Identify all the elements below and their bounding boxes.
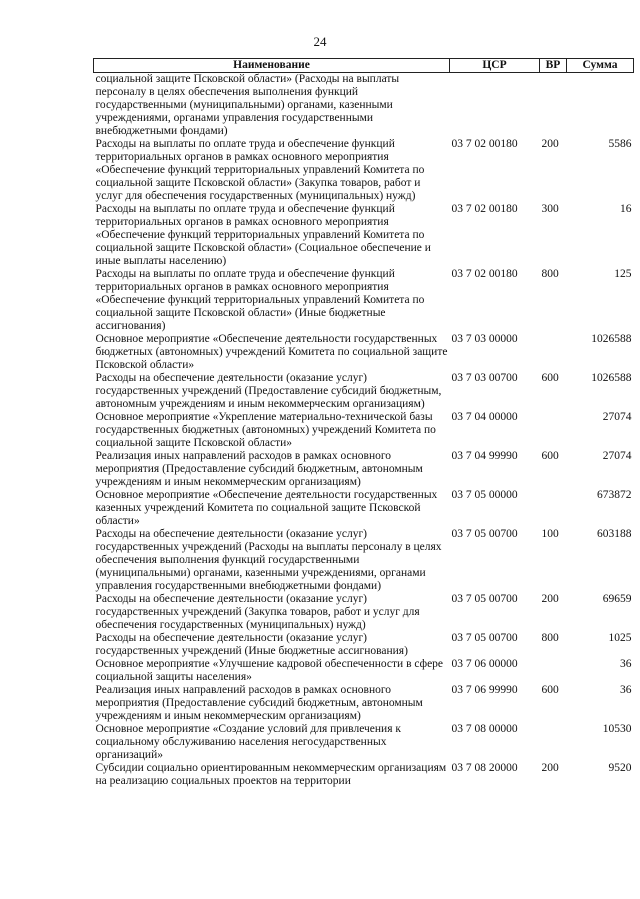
row-csr: 03 7 05 00000 xyxy=(451,489,518,501)
row-vr: 100 xyxy=(541,528,559,540)
row-sum: 36 xyxy=(620,658,632,670)
row-name: Субсидии социально ориентированным некоммерческим организациям на реализацию социальных проектов на территории xyxy=(95,762,447,787)
row-name: Основное мероприятие «Улучшение кадровой обеспеченности в сфере социальной защиты населения» xyxy=(95,658,444,683)
table-row xyxy=(94,203,634,268)
row-csr: 03 7 06 00000 xyxy=(451,658,518,670)
header-name: Наименование xyxy=(94,59,450,73)
row-csr: 03 7 02 00180 xyxy=(451,203,518,215)
row-vr: 200 xyxy=(541,762,559,774)
row-sum: 673872 xyxy=(597,489,632,501)
row-sum: 27074 xyxy=(602,411,632,423)
row-vr xyxy=(540,411,567,450)
header-csr: ЦСР xyxy=(450,59,540,73)
row-vr: 200 xyxy=(541,138,559,150)
table-row xyxy=(94,528,634,593)
row-name: Расходы на выплаты по оплате труда и обеспечение функций территориальных органов в рамках основного мероприятия «Обеспечение функций территориальных управлений Комитета по социальной защите Псковской области» (Закупка товаров, работ и услуг для обеспечения государственных (муниципальных) нужд) xyxy=(95,138,425,202)
row-vr xyxy=(540,489,567,528)
row-csr: 03 7 02 00180 xyxy=(451,268,518,280)
table-row xyxy=(94,723,634,762)
budget-table xyxy=(93,58,634,788)
row-name: Основное мероприятие «Обеспечение деятельности государственных бюджетных (автономных) учреждений Комитета по социальной защите Псковской области» xyxy=(95,333,448,371)
row-sum: 9520 xyxy=(608,762,632,774)
row-sum: 1025 xyxy=(608,632,632,644)
table-row xyxy=(94,333,634,372)
row-csr: 03 7 05 00700 xyxy=(451,632,518,644)
row-name: Основное мероприятие «Создание условий для привлечения к социальному обслуживанию населения негосударственных организаций» xyxy=(95,723,401,761)
table-row xyxy=(94,450,634,489)
row-vr: 800 xyxy=(541,268,559,280)
table-row xyxy=(94,138,634,203)
table-row xyxy=(94,372,634,411)
row-sum: 10530 xyxy=(602,723,632,735)
table-header-row xyxy=(94,59,634,73)
table-row xyxy=(94,73,634,139)
row-vr: 800 xyxy=(541,632,559,644)
row-name: Расходы на обеспечение деятельности (оказание услуг) государственных учреждений (Предоставление субсидий бюджетным, автономным учреждениям и иным некоммерческим организациям) xyxy=(95,372,442,410)
row-name: Расходы на обеспечение деятельности (оказание услуг) государственных учреждений (Закупка товаров, работ и услуг для обеспечения государственных (муниципальных) нужд) xyxy=(95,593,420,631)
row-sum: 16 xyxy=(620,203,632,215)
row-sum: 69659 xyxy=(602,593,632,605)
table-row xyxy=(94,762,634,788)
row-name: Основное мероприятие «Укрепление материально-технической базы государственных бюджетных (автономных) учреждений Комитета по социальной защите Псковской области» xyxy=(95,411,436,449)
row-vr xyxy=(540,73,567,139)
row-vr xyxy=(540,723,567,762)
row-sum: 36 xyxy=(620,684,632,696)
row-vr: 600 xyxy=(541,372,559,384)
row-name: Расходы на выплаты по оплате труда и обеспечение функций территориальных органов в рамках основного мероприятия «Обеспечение функций территориальных управлений Комитета по социальной защите Псковской области» (Иные бюджетные ассигнования) xyxy=(95,268,425,332)
table-row xyxy=(94,593,634,632)
row-name: Расходы на выплаты по оплате труда и обеспечение функций территориальных органов в рамках основного мероприятия «Обеспечение функций территориальных управлений Комитета по социальной защите Псковской области» (Социальное обеспечение и иные выплаты населению) xyxy=(95,203,431,267)
row-name: социальной защите Псковской области» (Расходы на выплаты персоналу в целях обеспечения выполнения функций государственными (муниципальными) органами, казенными учреждениями, органами управления государственными внебюджетными фондами) xyxy=(95,73,400,137)
table-row xyxy=(94,658,634,684)
table-row xyxy=(94,411,634,450)
row-sum: 1026588 xyxy=(591,333,632,345)
row-name: Основное мероприятие «Обеспечение деятельности государственных казенных учреждений Комитета по социальной защите Псковской области» xyxy=(95,489,438,527)
row-csr: 03 7 04 00000 xyxy=(451,411,518,423)
row-vr: 300 xyxy=(541,203,559,215)
row-name: Расходы на обеспечение деятельности (оказание услуг) государственных учреждений (Расходы на выплаты персоналу в целях обеспечения выполнения функций государственными (муниципальными) органами, казенными учреждениями, органами управления государственными внебюджетными фондами) xyxy=(95,528,442,592)
row-csr: 03 7 02 00180 xyxy=(451,138,518,150)
row-sum: 1026588 xyxy=(591,372,632,384)
row-vr: 600 xyxy=(541,450,559,462)
row-sum: 125 xyxy=(614,268,632,280)
row-csr: 03 7 08 20000 xyxy=(451,762,518,774)
row-vr xyxy=(540,333,567,372)
row-sum: 603188 xyxy=(597,528,632,540)
row-name: Реализация иных направлений расходов в рамках основного мероприятия (Предоставление субсидий бюджетным, автономным учреждениям и иным некоммерческим организациям) xyxy=(95,450,423,488)
row-csr xyxy=(450,73,540,139)
row-name: Реализация иных направлений расходов в рамках основного мероприятия (Предоставление субсидий бюджетным, автономным учреждениям и иным некоммерческим организациям) xyxy=(95,684,423,722)
row-csr: 03 7 05 00700 xyxy=(451,593,518,605)
table-row xyxy=(94,489,634,528)
table-row xyxy=(94,268,634,333)
table-row xyxy=(94,632,634,658)
row-csr: 03 7 03 00000 xyxy=(451,333,518,345)
page-number: 24 xyxy=(313,34,327,49)
header-vr: ВР xyxy=(540,59,567,73)
row-name: Расходы на обеспечение деятельности (оказание услуг) государственных учреждений (Иные бюджетные ассигнования) xyxy=(95,632,408,657)
row-csr: 03 7 03 00700 xyxy=(451,372,518,384)
row-sum: 27074 xyxy=(602,450,632,462)
row-vr xyxy=(540,658,567,684)
header-sum: Сумма xyxy=(567,59,634,73)
row-sum xyxy=(567,73,634,139)
row-csr: 03 7 05 00700 xyxy=(451,528,518,540)
row-csr: 03 7 08 00000 xyxy=(451,723,518,735)
row-vr: 600 xyxy=(541,684,559,696)
row-csr: 03 7 06 99990 xyxy=(451,684,518,696)
table-row xyxy=(94,684,634,723)
row-vr: 200 xyxy=(541,593,559,605)
row-csr: 03 7 04 99990 xyxy=(451,450,518,462)
row-sum: 5586 xyxy=(608,138,632,150)
